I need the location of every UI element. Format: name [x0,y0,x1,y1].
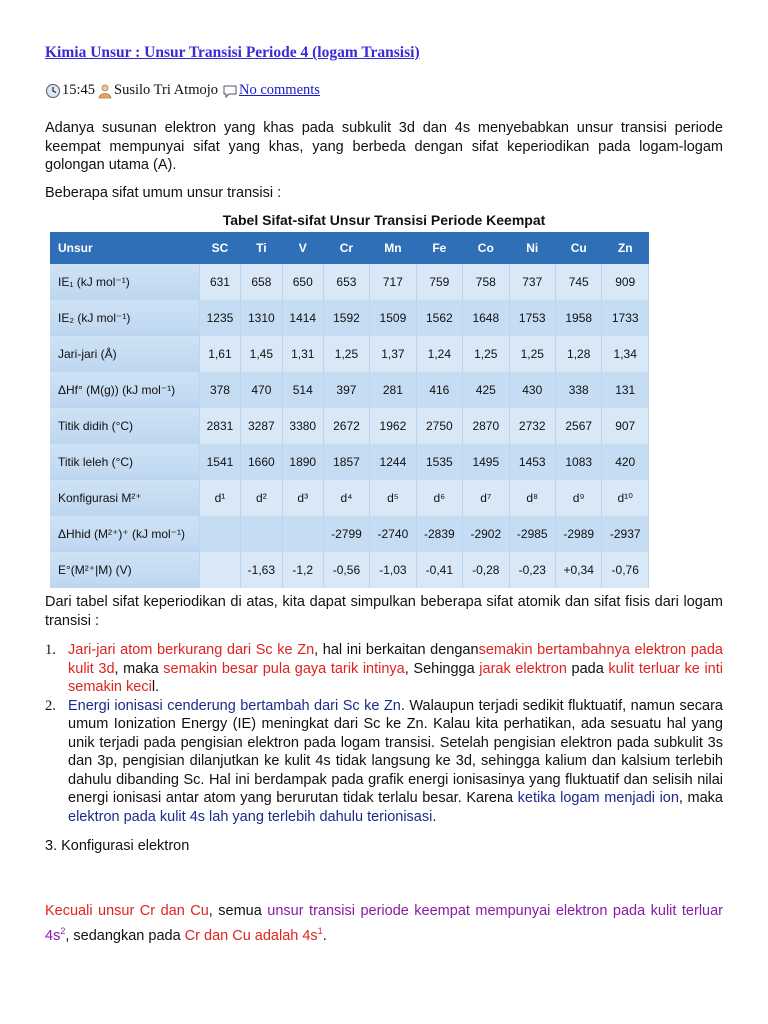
table-cell: d¹⁰ [602,480,649,516]
table-header-cell: Ni [509,232,555,264]
body-text: , semua [208,903,268,919]
body-text: , maka [678,790,723,806]
row-label: Titik didih (°C) [50,408,200,444]
body-text: , hal ini berkaitan dengan [314,642,479,658]
highlight-text: Energi ionisasi cenderung bertambah dari Sc ke Zn [68,697,401,714]
table-cell: 759 [416,264,462,300]
row-label: ΔHf° (M(g)) (kJ mol⁻¹) [50,372,200,408]
table-cell: 1753 [509,300,555,336]
item-3-heading: 3. Konfigurasi elektron [45,838,190,854]
table-cell: 2672 [323,408,369,444]
table-cell: 1592 [323,300,369,336]
table-cell: 1733 [602,300,649,336]
highlight-text: unsur transisi periode keempat mempunyai elektron pada kulit terluar 4s [45,903,723,944]
table-cell: 430 [509,372,555,408]
table-cell: 2750 [416,408,462,444]
table-cell: 1,37 [370,336,416,372]
table-cell: 1,24 [416,336,462,372]
post-title-link[interactable]: Kimia Unsur : Unsur Transisi Periode 4 (logam Transisi) [45,44,420,61]
table-row [50,300,649,336]
table-cell: 1509 [370,300,416,336]
table-row [50,264,649,300]
table-cell: 1,25 [463,336,509,372]
table-cell: 1,31 [282,336,323,372]
row-label: IE₂ (kJ mol⁻¹) [50,300,200,336]
table-cell [240,516,282,552]
table-cell: -1,63 [240,552,282,588]
table-cell: 1453 [509,444,555,480]
table-cell: -2839 [416,516,462,552]
table-cell: 1958 [555,300,601,336]
superscript: 2 [60,926,66,936]
table-cell: 658 [240,264,282,300]
table-cell: d⁴ [323,480,369,516]
table-cell: 1,34 [602,336,649,372]
list-number: 2. [45,697,56,714]
table-cell: 1414 [282,300,323,336]
user-icon [97,83,113,99]
table-cell [282,516,323,552]
table-cell: 1857 [323,444,369,480]
table-cell: 1,61 [200,336,241,372]
post-author: Susilo Tri Atmojo [114,82,218,98]
table-cell: -2799 [323,516,369,552]
comment-icon [222,83,238,99]
post-meta [45,82,320,99]
table-cell: -0,76 [602,552,649,588]
clock-icon [45,83,61,99]
table-cell: -2989 [555,516,601,552]
properties-table [50,232,649,580]
table-cell: 1562 [416,300,462,336]
list-item [45,697,723,827]
table-row [50,372,649,408]
table-cell: 1310 [240,300,282,336]
highlight-text: Kecuali unsur Cr dan Cu [45,903,209,919]
table-cell: 1648 [463,300,509,336]
table-header-label: Unsur [50,232,200,264]
table-cell: 416 [416,372,462,408]
highlight-text: kulit terluar ke inti semakin keci [68,660,723,695]
body-text: . [432,808,437,825]
table-cell: 745 [555,264,601,300]
lead-paragraph: Beberapa sifat umum unsur transisi : [45,185,282,201]
highlight-text: semakin bertambahnya elektron pada kulit 3d [68,642,723,677]
comments-link[interactable]: No comments [239,82,320,98]
table-cell: 3380 [282,408,323,444]
table-cell [200,516,241,552]
table-cell: -1,03 [370,552,416,588]
table-cell: 717 [370,264,416,300]
table-header-cell: Zn [602,232,649,264]
row-label: ΔHhid (M²⁺)⁺ (kJ mol⁻¹) [50,516,200,552]
table-cell: -0,23 [509,552,555,588]
body-text: , sedangkan pada [65,927,185,944]
table-header-cell: Ti [240,232,282,264]
highlight-text: Cr dan Cu adalah 4s [184,927,318,944]
post-time: 15:45 [62,82,96,98]
table-cell: -2902 [463,516,509,552]
table-cell: 470 [240,372,282,408]
row-label: Jari-jari (Å) [50,336,200,372]
table-header-cell: Cu [555,232,601,264]
table-cell: -2937 [602,516,649,552]
table-caption: Tabel Sifat-sifat Unsur Transisi Periode Keempat [222,212,546,228]
table-cell: 2870 [463,408,509,444]
highlight-text: ketika logam menjadi ion [517,790,679,806]
table-cell: 1,28 [555,336,601,372]
table-cell: +0,34 [555,552,601,588]
list-number: 1. [45,642,56,658]
body-text: pada [566,660,609,677]
table-header-cell: Co [463,232,509,264]
table-cell: 909 [602,264,649,300]
table-header-cell: Mn [370,232,416,264]
table-cell: 1962 [370,408,416,444]
list-item [45,641,723,697]
table-cell: 1890 [282,444,323,480]
table-cell: 378 [200,372,241,408]
table-cell: 1660 [240,444,282,480]
table-header-cell: Cr [323,232,369,264]
table-header-cell: V [282,232,323,264]
table-cell: -2985 [509,516,555,552]
table-cell: -0,41 [416,552,462,588]
row-label: Konfigurasi M²⁺ [50,480,200,516]
table-cell: d⁸ [509,480,555,516]
body-text: , maka [114,660,164,677]
table-cell: d⁶ [416,480,462,516]
table-cell: 653 [323,264,369,300]
table-cell: 131 [602,372,649,408]
table-cell: d⁷ [463,480,509,516]
table-cell: 650 [282,264,323,300]
table-row [50,444,649,480]
table-cell: 338 [555,372,601,408]
table-row [50,408,649,444]
table-cell: 758 [463,264,509,300]
table-header-cell: Fe [416,232,462,264]
table-cell: -0,56 [323,552,369,588]
table-cell: 2831 [200,408,241,444]
table-cell: d³ [282,480,323,516]
body-text: . [322,927,327,944]
after-table-paragraph: Dari tabel sifat keperiodikan di atas, kita dapat simpulkan beberapa sifat atomik dan sifat fisis dari logam transisi : [45,594,723,629]
table-cell: d² [240,480,282,516]
table-cell: 1,45 [240,336,282,372]
table-cell: 907 [602,408,649,444]
table-cell: 737 [509,264,555,300]
table-cell: 420 [602,444,649,480]
table-cell: 3287 [240,408,282,444]
table-cell: 1541 [200,444,241,480]
table-cell: 1083 [555,444,601,480]
intro-paragraph: Adanya susunan elektron yang khas pada subkulit 3d dan 4s menyebabkan unsur transisi periode keempat mempunyai sifat yang khas, yang berbeda dengan sifat keperiodikan pada logam-logam golongan utama (A). [45,120,723,173]
body-text: . Walaupun terjadi sedikit fluktuatif, namun secara umum Ionization Energy (IE) meningkat dari Sc ke Zn. Kalau kita perhatikan, ada sesuatu hal yang unik terjadi pada pengisian elektron pada logam transisi. Setelah pengisian elektron pada subkulit 3s dan 3p, pengisian dilanjutkan ke kulit 4s tidak langsung ke 3d, sehingga kalium dan kalsium terlebih dahulu dibanding Sc. Hal ini berdampak pada grafik energi ionisasinya yang fluktuatif dan selisih nilai energi ionisasi antar atom yang berurutan tidak terlalu besar. Karena [68,697,724,806]
table-cell: d¹ [200,480,241,516]
closing-paragraph [45,901,723,946]
table-cell: 1244 [370,444,416,480]
table-cell: 2732 [509,408,555,444]
body-text: , Sehingga [404,660,480,677]
table-cell: 425 [463,372,509,408]
table-cell: 1495 [463,444,509,480]
highlight-text: jarak elektron [479,660,567,677]
table-header-cell: SC [200,232,241,264]
highlight-text: semakin besar pula gaya tarik intinya [163,660,405,677]
table-cell: 514 [282,372,323,408]
highlight-text: elektron pada kulit 4s lah yang terlebih dahulu terionisasi [68,808,433,825]
table-row [50,552,649,588]
row-label: Titik leleh (°C) [50,444,200,480]
table-cell: 1235 [200,300,241,336]
table-cell: 1,25 [323,336,369,372]
table-cell: 1,25 [509,336,555,372]
superscript: 1 [317,926,323,936]
table-cell: -0,28 [463,552,509,588]
table-cell: 631 [200,264,241,300]
table-cell: 2567 [555,408,601,444]
table-cell: -1,2 [282,552,323,588]
row-label: E°(M²⁺|M) (V) [50,552,200,588]
table-row [50,336,649,372]
table-row [50,516,649,552]
table-cell: 1535 [416,444,462,480]
table-cell: d⁹ [555,480,601,516]
table-cell: -2740 [370,516,416,552]
body-text: l. [151,679,160,695]
table-row [50,480,649,516]
table-cell: 397 [323,372,369,408]
conclusion-list [45,641,723,826]
table-cell [200,552,241,588]
row-label: IE₁ (kJ mol⁻¹) [50,264,200,300]
table-cell: d⁵ [370,480,416,516]
table-cell: 281 [370,372,416,408]
highlight-text: Jari-jari atom berkurang dari Sc ke Zn [68,642,315,658]
